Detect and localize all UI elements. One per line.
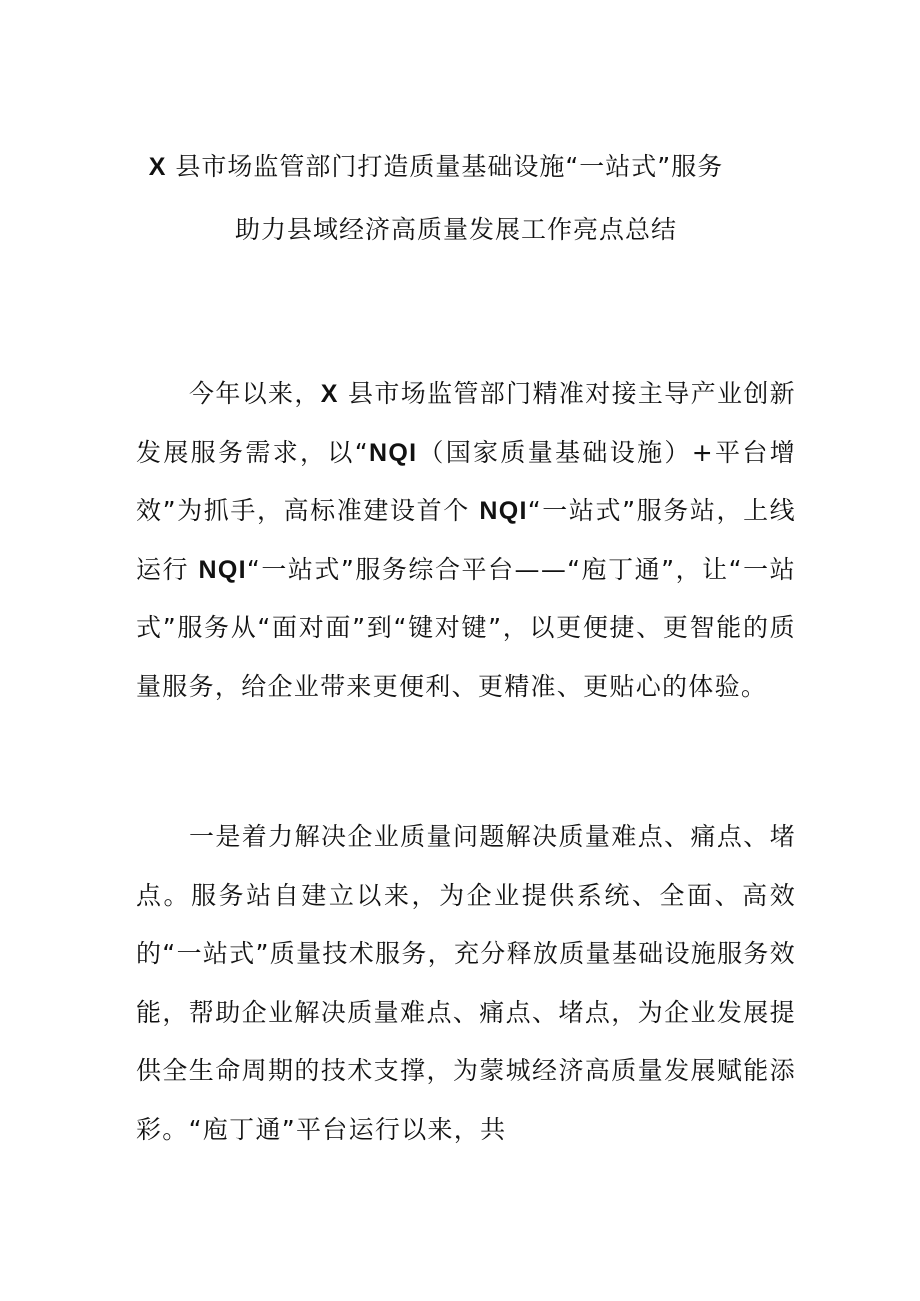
body-paragraph-2: 一是着力解决企业质量问题解决质量难点、痛点、堵点。服务站自建立以来，为企业提供系统、全面、高效的“一站式”质量技术服务，充分释放质量基础设施服务效能，帮助企业解决质量难点、痛点、堵点，为企业发展提供全生命周期的技术支撑，为蒙城经济高质量发展赋能添彩。“庖丁通”平台运行以来，共 bbox=[136, 822, 796, 1144]
document-title-line-2: 助力县域经济高质量发展工作亮点总结 bbox=[234, 215, 677, 244]
document-title-line-1: X 县市场监管部门打造质量基础设施“一站式”服务 bbox=[148, 152, 724, 181]
body-paragraph-1: 今年以来，X 县市场监管部门精准对接主导产业创新发展服务需求，以“NQI（国家质量基础设施）+平台增效”为抓手，高标准建设首个 NQI“一站式”服务站，上线运行 NQI“一站式”服务综合平台——“庖丁通”，让“一站式”服务从“面对面”到“键对键”，以更便捷、更智能的质量服务，给企业带来更便利、更精准、更贴心的体验。 bbox=[136, 379, 797, 701]
